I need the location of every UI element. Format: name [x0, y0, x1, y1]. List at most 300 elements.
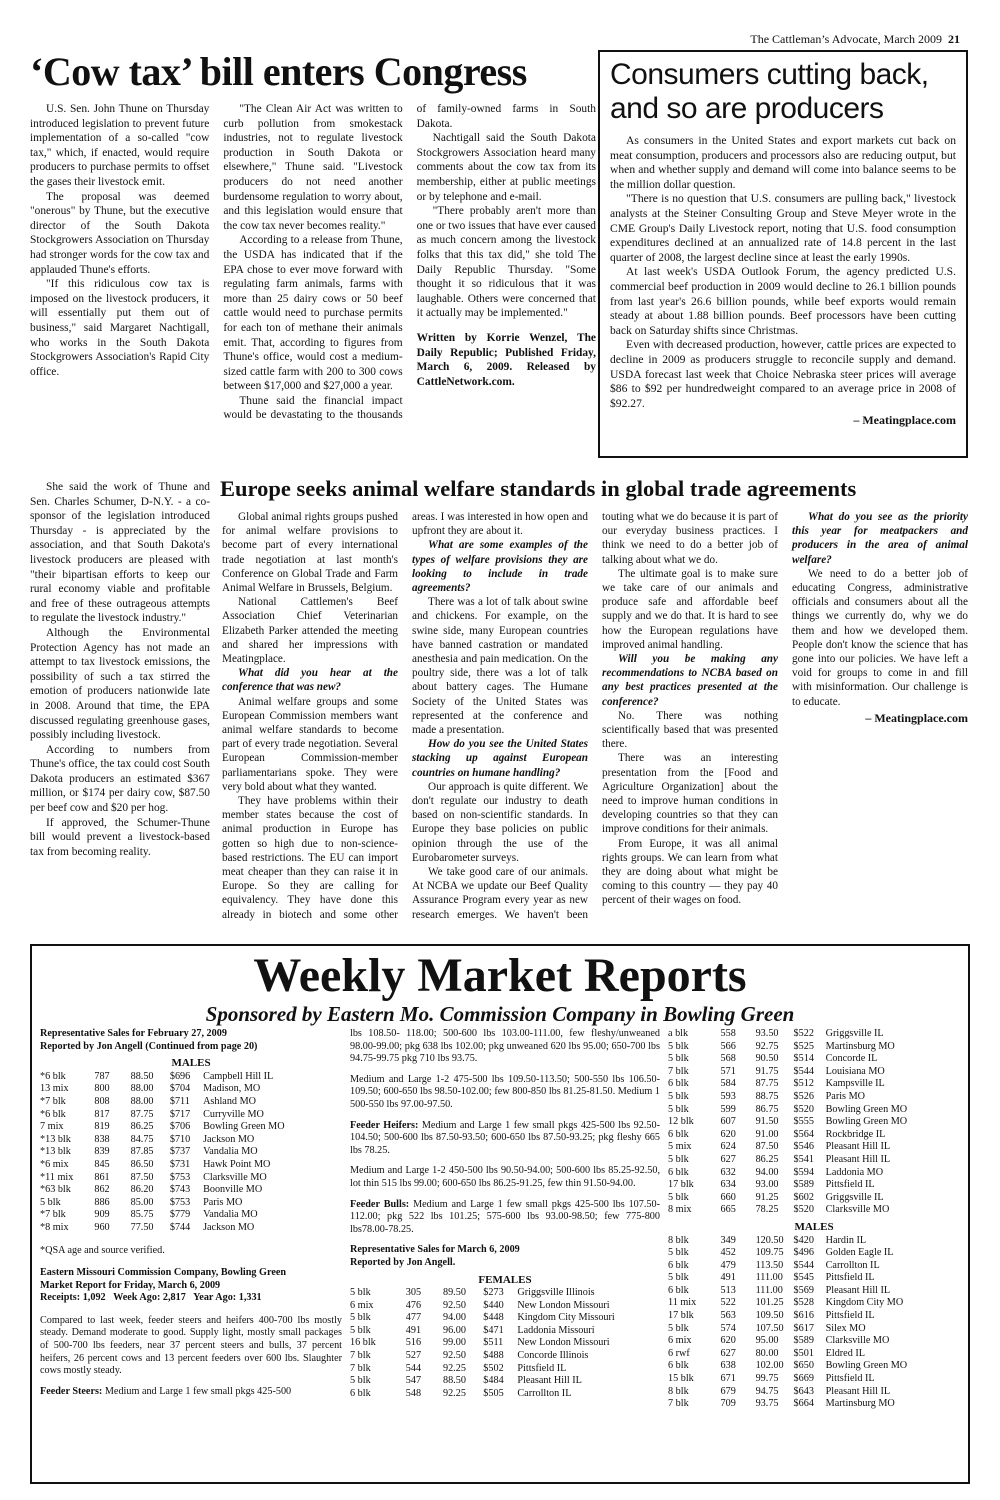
europe-paragraph: Global animal rights groups pushed for animal welfare provisions to become part of every international trade negotiation at last month's Conference on Global Trade and Farm Animal Welfare in Brussels, Belgium.	[222, 511, 398, 595]
location: Jackson MO	[203, 1221, 255, 1233]
location: Pleasant Hill IL	[825, 1153, 891, 1165]
price: 86.50	[130, 1158, 154, 1170]
head-count: a blk	[668, 1028, 689, 1039]
sale-row	[668, 1167, 960, 1180]
total: $753	[169, 1196, 191, 1208]
location: Vandalia MO	[203, 1146, 258, 1158]
price: 102.00	[755, 1360, 784, 1372]
head-count: 7 blk	[668, 1065, 689, 1077]
weight: 960	[94, 1221, 110, 1233]
location: Golden Eagle IL	[825, 1247, 894, 1259]
price: 88.75	[755, 1090, 779, 1102]
weight: 839	[94, 1146, 110, 1158]
head-count: 5 blk	[668, 1247, 689, 1259]
market-column-2	[350, 1028, 660, 1400]
weight: 527	[405, 1350, 422, 1362]
head-count: 13 mix	[40, 1083, 69, 1095]
price: 111.00	[755, 1272, 783, 1284]
sale-row	[668, 1285, 960, 1298]
price: 92.25	[442, 1387, 466, 1399]
sales-reporter: Reported by Jon Angell (Continued from page 20)	[40, 1040, 258, 1052]
price: 84.75	[130, 1133, 154, 1145]
location: Laddonia Missouri	[517, 1324, 595, 1336]
market-sponsor: Sponsored by Eastern Mo. Commission Company in Bowling Green	[205, 1002, 795, 1026]
head-count: 5 blk	[350, 1312, 371, 1324]
total: $643	[793, 1385, 814, 1397]
feeder-bulls	[350, 1199, 660, 1237]
price: 90.50	[755, 1053, 779, 1065]
total: $512	[793, 1078, 814, 1090]
head-count: 7 blk	[350, 1362, 371, 1374]
sale-row	[668, 1247, 960, 1260]
sale-row	[668, 1141, 960, 1154]
location: Carrollton IL	[517, 1387, 572, 1399]
head-count: 6 blk	[668, 1259, 689, 1271]
feeder-steers-cont-2: Medium and Large 1-2 475-500 lbs 109.50-113.50; 500-550 lbs 106.50-109.50; 600-650 lbs 98.50-102.00; few 800-850 lbs 81.25-81.50. Medium 1 500-550 lbs 97.00-97.50.	[350, 1073, 660, 1110]
head-count: *13 blk	[40, 1133, 71, 1145]
consumers-headline: Consumers cutting back, and so are producers	[610, 58, 929, 125]
cow-tax-paragraph: The proposal was deemed "onerous" by Thune, but the executive director of the South Dakota Stockgrowers Association on Thursday had stronger words for the cow tax and applauded Thune's efforts.	[30, 190, 210, 276]
weight: 568	[720, 1053, 736, 1065]
weight: 787	[94, 1070, 110, 1082]
total: $505	[483, 1387, 504, 1399]
weight: 452	[720, 1247, 736, 1259]
head-count: 5 blk	[668, 1040, 689, 1052]
head-count: 17 blk	[668, 1179, 694, 1191]
europe-paragraph: They have problems within their member states because the cost of animal production in Europe has gotten so high due to non-science-based restrictions. The EU can import meat cheaper than they can raise it in Europe. So they are calling for equivalency. They have done this already in biotech and some other areas. I was interested in how open and upfront they are about it.	[222, 511, 588, 921]
price: 95.00	[755, 1335, 779, 1347]
cow-tax-paragraph: Nachtigall said the South Dakota Stockgrowers Association heard many comments about the cow tax from its membership, either at public meetings or by telephone and e-mail.	[416, 132, 596, 203]
sale-row	[668, 1297, 960, 1310]
location: Paris MO	[203, 1196, 243, 1208]
males-heading: MALES	[171, 1057, 211, 1070]
price: 94.00	[755, 1166, 779, 1178]
consumers-paragraph: "There is no question that U.S. consumers are pulling back," livestock analysts at the Steiner Consulting Group and Steve Meyer wrote in the CME Group's Daily Livestock report, noting that U.S. food consumption expenditures declined at an annualized rate of 14.8 percent in the last quarter of 2008, the largest decline since at least the early 1990s.	[610, 192, 956, 264]
sale-row	[668, 1386, 960, 1399]
location: Pittsfield IL	[825, 1272, 875, 1284]
total: $520	[793, 1103, 814, 1115]
consumers-credit: – Meatingplace.com	[853, 413, 956, 428]
location: Eldred IL	[825, 1347, 865, 1359]
sale-row	[40, 1109, 342, 1122]
weight: 679	[720, 1385, 736, 1397]
total: $525	[793, 1040, 814, 1052]
total: $594	[793, 1166, 814, 1178]
sale-row	[40, 1083, 342, 1096]
head-count: 5 blk	[40, 1196, 61, 1208]
head-count: 6 rwf	[668, 1347, 690, 1359]
interview-question: What do you see as the priority this year for meatpackers and producers in the area of animal welfare?	[792, 511, 968, 566]
total: $704	[169, 1083, 191, 1095]
location: Kingdom City Missouri	[517, 1312, 615, 1324]
price: 85.00	[130, 1196, 154, 1208]
location: Vandalia MO	[203, 1209, 258, 1221]
weight: 491	[405, 1324, 422, 1336]
location: Griggsville IL	[825, 1028, 884, 1039]
price: 86.25	[755, 1153, 779, 1165]
weight: 845	[94, 1158, 110, 1170]
sale-row	[668, 1066, 960, 1079]
head-count: 6 blk	[668, 1360, 689, 1372]
head-count: *6 blk	[40, 1108, 66, 1120]
weight: 516	[405, 1337, 422, 1349]
weight: 349	[720, 1234, 736, 1246]
total: $617	[793, 1322, 814, 1334]
weight: 627	[720, 1347, 736, 1359]
cow-tax-paragraph: Thune said the financial impact would be devastating to the thousands of family-owned farms in South Dakota.	[223, 103, 596, 422]
head-count: 5 blk	[668, 1153, 689, 1165]
total: $744	[169, 1221, 191, 1233]
cow-tax-paragraph: U.S. Sen. John Thune on Thursday introduced legislation to prevent future implementation of a so-called "cow tax," which, if enacted, would require producers to purchase permits to offset the gases their livestock emit.	[30, 103, 210, 188]
feeder-steers-cont: lbs 108.50- 118.00; 500-600 lbs 103.00-111.00, few fleshy/unweaned 98.00-99.00; pkg 638 lbs 102.00; pkg unweaned 620 lbs 95.00; 650-700 lbs 94.75-99.75 pkg 710 lbs 93.75.	[350, 1028, 660, 1065]
head-count: 5 blk	[668, 1053, 689, 1065]
qsa-note: *QSA age and source verified.	[40, 1244, 165, 1256]
sale-row	[40, 1172, 342, 1185]
head-count: *7 blk	[40, 1209, 66, 1221]
head-count: 16 blk	[350, 1337, 376, 1349]
weight: 627	[720, 1153, 736, 1165]
head-count: 5 blk	[350, 1287, 371, 1299]
sale-row	[40, 1096, 342, 1109]
price: 86.20	[130, 1184, 154, 1196]
head-count: 12 blk	[668, 1116, 694, 1128]
europe-paragraph: There was a lot of talk about swine and chickens. For example, on the swine side, many European countries have banned castration or mandated anesthesia and pain medication. On the poultry side, there was a lot of talk about battery cages. The Humane Society of the United States was represented at the conference and made a presentation.	[412, 596, 588, 737]
cow-tax-byline: Written by Korrie Wenzel, The Daily Republic; Published Friday, March 6, 2009. Released by CattleNetwork.com.	[416, 331, 596, 388]
feeder-heifers-text: Medium and Large 1 few small pkgs 425-500 lbs 92.50-104.50; 500-600 lbs 87.50-93.50; 600-650 lbs 87.50-93.25; pkg fleshy 665 lbs 78.25.	[350, 1119, 660, 1156]
price: 92.25	[442, 1362, 466, 1374]
location: Campbell Hill IL	[203, 1070, 274, 1082]
head-count: *6 blk	[40, 1070, 66, 1082]
weight: 479	[720, 1259, 736, 1271]
head-count: *8 mix	[40, 1221, 69, 1233]
price: 120.50	[755, 1234, 784, 1246]
total: $440	[483, 1299, 504, 1311]
sale-row	[668, 1028, 960, 1041]
males-table-2	[668, 1235, 960, 1411]
cow-tax-paragraph: "The Clean Air Act was written to curb pollution from smokestack industries, not to regulate livestock production in South Dakota or elsewhere," Thune said. "Livestock producers do not need another burdensome regulation to worry about, and this legislation would ensure that the cow tax never becomes reality."	[223, 103, 403, 232]
total: $711	[169, 1095, 190, 1107]
location: Laddonia MO	[825, 1166, 884, 1178]
location: Bowling Green MO	[825, 1103, 908, 1115]
total: $520	[793, 1204, 814, 1216]
feeder-heifers-2: Medium and Large 1-2 450-500 lbs 90.50-94.00; 500-600 lbs 85.25-92.50, lot thin 515 lbs 99.00; 600-650 lbs 86.25-91.25, few thin 91.50-94.00.	[350, 1165, 660, 1189]
sale-row	[668, 1272, 960, 1285]
head-count: 6 blk	[668, 1078, 689, 1090]
price: 87.50	[130, 1171, 154, 1183]
weight: 808	[94, 1095, 110, 1107]
price: 86.75	[755, 1103, 779, 1115]
total: $545	[793, 1272, 814, 1284]
total: $488	[483, 1350, 504, 1362]
weight: 599	[720, 1103, 736, 1115]
cow-tax-article	[30, 102, 596, 432]
sale-row	[668, 1235, 960, 1248]
total: $514	[793, 1053, 814, 1065]
sale-row	[40, 1209, 342, 1222]
location: Bowling Green MO	[203, 1121, 285, 1133]
sale-row	[40, 1197, 342, 1210]
weight: 909	[94, 1209, 110, 1221]
cow-tax-paragraph: According to numbers from Thune's office, the tax could cost South Dakota producers an estimated $367 million, or $174 per dairy cow, $87.50 per beef cow and $20 per hog.	[30, 743, 210, 815]
location: Jackson MO	[203, 1133, 255, 1145]
interview-question: Will you be making any recommendations to NCBA based on any best practices presented at the conference?	[602, 653, 778, 708]
market-title: Weekly Market Reports	[253, 949, 747, 1002]
location: Clarksville MO	[825, 1335, 890, 1347]
head-count: *11 mix	[40, 1171, 74, 1183]
location: Paris MO	[825, 1090, 865, 1102]
weight: 513	[720, 1284, 736, 1296]
feeder-heifers-label: Feeder Heifers:	[350, 1119, 419, 1131]
sale-row	[40, 1159, 342, 1172]
price: 87.75	[755, 1078, 779, 1090]
total: $706	[169, 1121, 191, 1133]
europe-paragraph: There was an interesting presentation from the [Food and Agriculture Organization] about the need to improve human conditions in developing countries so that they can improve conditions for their animals.	[602, 752, 778, 836]
weight: 607	[720, 1116, 736, 1128]
head-count: *63 blk	[40, 1184, 71, 1196]
weight: 671	[720, 1373, 736, 1385]
sale-row	[668, 1348, 960, 1361]
page-folio	[750, 32, 960, 47]
price: 99.00	[442, 1337, 466, 1349]
sale-row	[40, 1121, 342, 1134]
sale-row	[668, 1192, 960, 1205]
head-count: *7 blk	[40, 1095, 66, 1107]
head-count: 5 blk	[350, 1324, 371, 1336]
europe-paragraph: From Europe, it was all animal rights groups. We can learn from what they are doing about what might be coming to this country — they pay 40 percent of their wages on food.	[602, 837, 778, 907]
total: $511	[483, 1337, 504, 1349]
location: Pittsfield IL	[825, 1310, 875, 1322]
total: $471	[483, 1324, 504, 1336]
weight: 491	[720, 1272, 736, 1284]
location: Hawk Point MO	[203, 1158, 271, 1170]
females-table-continued	[668, 1028, 960, 1217]
sale-row	[668, 1323, 960, 1336]
location: Louisiana MO	[825, 1065, 885, 1077]
location: Bowling Green MO	[825, 1360, 908, 1372]
location: Bowling Green MO	[825, 1116, 908, 1128]
sale-row	[668, 1091, 960, 1104]
price: 91.50	[755, 1116, 779, 1128]
head-count: 7 blk	[350, 1350, 371, 1362]
cow-tax-left-column	[30, 102, 209, 379]
interview-question: What are some examples of the types of welfare provisions they are looking to include in trade agreements?	[412, 539, 588, 595]
sale-row	[668, 1260, 960, 1273]
weight: 634	[720, 1179, 736, 1191]
price: 87.50	[755, 1141, 779, 1153]
location: Pleasant Hill IL	[517, 1375, 582, 1387]
cow-tax-paragraph: "If this ridiculous cow tax is imposed on the livestock producers, it will essentially put them out of business," said Margaret Nachtigall, who works in the South Dakota Stockgrowers Association's Rapid City office.	[30, 278, 210, 378]
total: $589	[793, 1179, 814, 1191]
price: 99.75	[755, 1373, 779, 1385]
sale-row	[668, 1154, 960, 1167]
weight: 632	[720, 1166, 736, 1178]
head-count: 7 blk	[668, 1398, 689, 1410]
location: Ashland MO	[203, 1095, 256, 1107]
feeder-steers	[40, 1386, 342, 1399]
total: $546	[793, 1141, 814, 1153]
weight: 709	[720, 1398, 736, 1410]
sale-row	[350, 1350, 660, 1363]
weight: 566	[720, 1040, 736, 1052]
total: $569	[793, 1284, 814, 1296]
total: $753	[169, 1171, 191, 1183]
price: 93.75	[755, 1398, 779, 1410]
weight: 819	[94, 1121, 110, 1133]
publication-name: The Cattleman’s Advocate, March 2009	[750, 32, 942, 46]
price: 88.00	[130, 1083, 154, 1095]
market-summary: Compared to last week, feeder steers and heifers 400-700 lbs mostly steady. Demand moderate to good. Supply light, mostly small packages of 500-700 lbs feeders, near 37 percent steers and bulls, 37 percent heifers, 26 percent cows and 13 percent feeders over 600 lbs. Slaughter cows mostly steady.	[40, 1314, 342, 1377]
total: $779	[169, 1209, 191, 1221]
weight: 624	[720, 1141, 736, 1153]
location: Kampsville IL	[825, 1078, 885, 1090]
europe-paragraph: National Cattlemen's Beef Association Chief Veterinarian Elizabeth Parker attended the meeting and shared her impressions with Meatingplace.	[222, 596, 398, 666]
total: $717	[169, 1108, 191, 1120]
weight: 548	[405, 1387, 422, 1399]
weight: 800	[94, 1083, 110, 1095]
weight: 305	[405, 1287, 422, 1299]
sale-row	[350, 1337, 660, 1350]
total: $541	[793, 1153, 814, 1165]
location: Pittsfield IL	[825, 1179, 875, 1191]
sale-row	[350, 1287, 660, 1300]
sale-row	[668, 1129, 960, 1142]
head-count: 8 mix	[668, 1204, 692, 1216]
weight: 584	[720, 1078, 736, 1090]
location: Concorde Illinois	[517, 1350, 589, 1362]
page-number: 21	[948, 32, 960, 46]
head-count: 6 mix	[668, 1335, 692, 1347]
location: Pleasant Hill IL	[825, 1385, 891, 1397]
rep-sales-header: Representative Sales for March 6, 2009	[350, 1244, 520, 1256]
sale-row	[668, 1116, 960, 1129]
cow-tax-right-columns	[223, 102, 596, 432]
report-heading: Eastern Missouri Commission Company, Bowling Green	[40, 1267, 287, 1279]
location: Pleasant Hill IL	[825, 1284, 891, 1296]
market-column-3	[668, 1028, 960, 1411]
total: $710	[169, 1133, 191, 1145]
location: Silex MO	[825, 1322, 866, 1334]
report-date: Market Report for Friday, March 6, 2009	[40, 1279, 221, 1291]
total: $526	[793, 1090, 814, 1102]
total: $616	[793, 1310, 814, 1322]
total: $544	[793, 1065, 814, 1077]
weight: 574	[720, 1322, 736, 1334]
head-count: 8 blk	[668, 1234, 689, 1246]
sale-row	[668, 1053, 960, 1066]
total: $273	[483, 1287, 504, 1299]
price: 92.75	[755, 1040, 779, 1052]
head-count: 5 blk	[668, 1090, 689, 1102]
sale-row	[40, 1134, 342, 1147]
total: $544	[793, 1259, 814, 1271]
total: $664	[793, 1398, 814, 1410]
cow-tax-paragraph: Although the Environmental Protection Agency has not made an attempt to tax livestock emissions, the possibility of such a tax stirred the emotion of producers nationwide late in 2008. Around that time, the EPA discussed regulating greenhouse gases, possibly including livestock.	[30, 626, 210, 742]
sale-row	[668, 1335, 960, 1348]
price: 77.50	[130, 1221, 154, 1233]
weekly-market-reports	[30, 944, 970, 1484]
price: 109.75	[755, 1247, 784, 1259]
weight: 886	[94, 1196, 110, 1208]
sale-row	[350, 1388, 660, 1401]
location: Martinsburg MO	[825, 1040, 895, 1052]
cow-tax-article-continued	[30, 480, 210, 859]
weight: 638	[720, 1360, 736, 1372]
price: 91.00	[755, 1128, 779, 1140]
total: $528	[793, 1297, 814, 1309]
head-count: 7 mix	[40, 1121, 64, 1133]
weight: 620	[720, 1335, 736, 1347]
cow-tax-paragraph: She said the work of Thune and Sen. Charles Schumer, D-N.Y. - a co-sponsor of the legislation introduced Thursday - is appreciated by the association, and that South Dakota's livestock producers are pleased with "their bipartisan efforts to keep our rural economy viable and profitable and free of these outrageous attempts to regulate the livestock industry."	[30, 481, 210, 625]
feeder-steers-text: Medium and Large 1 few small pkgs 425-500	[102, 1385, 292, 1397]
sale-row	[668, 1310, 960, 1323]
head-count: *6 mix	[40, 1158, 69, 1170]
europe-credit: – Meatingplace.com	[865, 710, 968, 725]
price: 92.50	[442, 1350, 466, 1362]
males-table	[40, 1071, 342, 1235]
cow-tax-headline: ‘Cow tax’ bill enters Congress	[30, 49, 527, 94]
europe-paragraph: The ultimate goal is to make sure we take care of our animals and produce safe and affordable beef supply and we do that. It is hard to see how the European regulations have improved animal handling.	[602, 567, 778, 651]
sale-row	[40, 1222, 342, 1235]
location: Clarksville MO	[203, 1171, 267, 1183]
weight: 665	[720, 1204, 736, 1216]
weight: 544	[405, 1362, 422, 1374]
location: Concorde IL	[825, 1053, 878, 1065]
weight: 862	[94, 1184, 110, 1196]
cow-tax-paragraph: "There probably aren't more than one or two issues that have ever caused as much concern among the livestock folks that this tax did," she told The Daily Republic Thursday. "Some thought it so ridiculous that it was laughable. Others were concerned that it actually may be implemented."	[416, 205, 596, 320]
price: 85.75	[130, 1209, 154, 1221]
total: $522	[793, 1028, 814, 1039]
total: $743	[169, 1184, 191, 1196]
sale-row	[350, 1363, 660, 1376]
receipts: Receipts: 1,092 Week Ago: 2,817 Year Ago: 1,331	[40, 1292, 262, 1304]
weight: 522	[720, 1297, 736, 1309]
head-count: 5 blk	[668, 1191, 689, 1203]
head-count: *13 blk	[40, 1146, 71, 1158]
head-count: 6 blk	[668, 1166, 689, 1178]
sale-row	[668, 1078, 960, 1091]
weight: 861	[94, 1171, 110, 1183]
males-heading-2: MALES	[794, 1220, 834, 1233]
feeder-heifers	[350, 1120, 660, 1158]
consumers-paragraph: Even with decreased production, however, cattle prices are expected to decline in 2009 as producers struggle to reconcile supply and demand. USDA forecast last week that Choice Nebraska steer prices will average $86 to $92 per hundredweight compared to an average price in 2008 of $92.27.	[610, 338, 956, 410]
price: 113.50	[755, 1259, 784, 1271]
location: Pittsfield IL	[517, 1362, 567, 1374]
head-count: 11 mix	[668, 1297, 697, 1309]
head-count: 15 blk	[668, 1373, 694, 1385]
weight: 476	[405, 1299, 422, 1311]
total: $502	[483, 1362, 504, 1374]
europe-article	[222, 510, 968, 930]
location: Pleasant Hill IL	[825, 1141, 891, 1153]
sale-row	[668, 1104, 960, 1117]
interview-question: How do you see the United States stacking up against European countries on humane handling?	[412, 738, 588, 779]
head-count: 5 blk	[668, 1322, 689, 1334]
location: Boonville MO	[203, 1184, 263, 1196]
location: Hardin IL	[825, 1234, 867, 1246]
price: 93.50	[755, 1028, 779, 1039]
market-column-1	[40, 1028, 342, 1406]
location: Curryville MO	[203, 1108, 264, 1120]
cow-tax-paragraph: If approved, the Schumer-Thune bill would prevent a livestock-based tax from becoming reality.	[30, 816, 210, 858]
females-heading: FEMALES	[478, 1273, 532, 1286]
consumers-article-box	[598, 50, 968, 458]
total: $501	[793, 1347, 814, 1359]
price: 109.50	[755, 1310, 784, 1322]
price: 93.00	[755, 1179, 779, 1191]
total: $696	[169, 1070, 191, 1082]
feeder-bulls-text: Medium and Large 1 few small pkgs 425-500 lbs 107.50-112.00; pkg 522 lbs 101.25; 575-600 lbs 93.00-98.50; few 775-800 lbs78.00-78.25.	[350, 1198, 660, 1235]
sale-row	[668, 1041, 960, 1054]
